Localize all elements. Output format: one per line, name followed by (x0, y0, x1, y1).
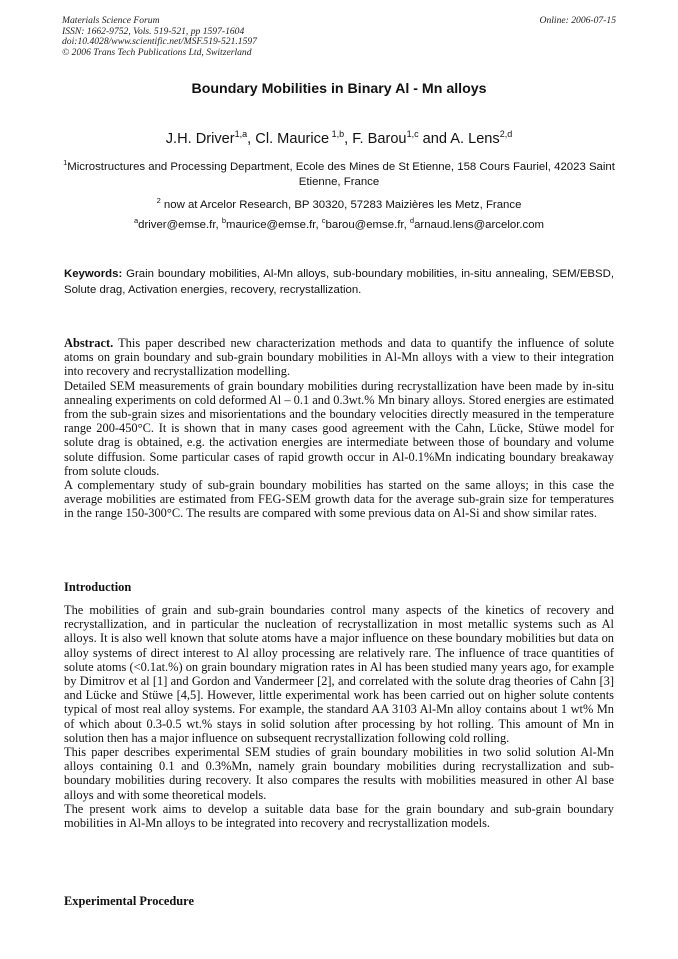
author-separator: , (247, 130, 256, 147)
keywords (64, 267, 614, 298)
journal-header (62, 16, 257, 58)
affiliation-mark: 1 (63, 158, 68, 167)
author-name: J.H. Driver (165, 130, 235, 147)
affiliation-text: Microstructures and Processing Department, Ecole des Mines de St Etienne, 158 Cours Fauriel, 42023 Saint Etienne, France (67, 160, 615, 188)
author-separator: and (418, 130, 451, 147)
body-paragraph: The present work aims to develop a suitable data base for the grain boundary and sub-grain boundary mobilities in Al-Mn alloys to be integrated into recovery and recrystallization models. (64, 801, 614, 831)
author-list (0, 129, 678, 147)
email-link[interactable]: maurice@emse.fr, (226, 218, 322, 231)
author-separator: , (344, 130, 353, 147)
affiliation-1 (62, 155, 616, 190)
author-name: Cl. Maurice (255, 130, 330, 147)
abstract-label: Abstract. (64, 336, 114, 350)
email-mark: b (221, 216, 227, 225)
affiliation-mark: 2 (156, 196, 161, 205)
online-date: Online: 2006-07-15 (539, 15, 616, 26)
email-mark: a (133, 216, 139, 225)
email-link[interactable]: arnaud.lens@arcelor.com (414, 218, 545, 231)
email-link[interactable]: driver@emse.fr, (138, 218, 222, 231)
abstract-paragraph: Detailed SEM measurements of grain boundary mobilities during recrystallization have been made by in-situ annealing experiments on cold deformed Al – 0.1 and 0.3wt.% Mn binary alloys. Stored energies are estimated from the sub-grain sizes and misorientations and the boundary velocities directly measured in the temperature range 200-450°C. It is shown that in many cases good agreement with the Cahn, Lücke, Stüwe model for solute drag is obtained, e.g. the activation energies are intermediate between those of boundary and volume solute diffusion. Some particular cases of rapid growth occur in Al-0.1%Mn indicating boundary breakaway from solute clouds. (64, 378, 614, 478)
abstract-text: This paper described new characterization methods and data to quantify the influence of solute atoms on grain boundary and sub-grain boundary mobilities in Al-Mn alloys with a view to their integration into recovery and recrystallization modelling. (64, 336, 614, 379)
body-paragraph: This paper describes experimental SEM studies of grain boundary mobilities in two solid solution Al-Mn alloys containing 0.1 and 0.3%Mn, namely grain boundary mobilities during recrystallization and sub-boundary mobilities during recovery. It also compares the results with mobilities measured in other Al base alloys and with some theoretical models. (64, 745, 614, 802)
keywords-text: Grain boundary mobilities, Al-Mn alloys, sub-boundary mobilities, in-situ annealing, SEM/EBSD, Solute drag, Activation energies, recovery, recrystallization. (64, 268, 614, 296)
journal-copyright: © 2006 Trans Tech Publications Ltd, Switzerland (62, 46, 252, 58)
author-affil-mark: 1,c (406, 129, 419, 139)
section-heading-experimental: Experimental Procedure (64, 894, 194, 908)
author-affil-mark: 1,b (329, 129, 345, 139)
abstract (64, 336, 614, 521)
email-mark: d (409, 216, 415, 225)
body-paragraph: The mobilities of grain and sub-grain boundaries control many aspects of the kinetics of recovery and recrystallization, and in particular the nucleation of recrystallization in most metallic systems such as Al alloys. It is also well known that solute atoms have a major influence on these boundary mobilities but data on alloy systems of direct interest to Al alloy processing are relatively rare. The influence of trace quantities of solute atoms (<0.1at.%) on grain boundary migration rates in Al has been studied many years ago, for example by Dimitrov et al [1] and Gordon and Vandermeer [2], and correlated with the solute drag theories of Cahn [3] and Lücke and Stüwe [4,5]. However, little experimental work has been carried out on higher solute contents typical of most real alloy systems. For example, the standard AA 3103 Al-Mn alloy contains about 1 wt% Mn of which about 0.3-0.5 wt.% stays in solid solution after processing by hot rolling. This amount of Mn in solution then has a major influence on subsequent recrystallization following cold rolling. (64, 603, 614, 745)
author-affil-mark: 1,a (234, 129, 248, 139)
affiliation-2 (62, 193, 616, 213)
section-heading-introduction: Introduction (64, 580, 132, 594)
journal-doi: doi:10.4028/www.scientific.net/MSF.519-521.1597 (62, 36, 257, 48)
author-emails (62, 213, 616, 233)
abstract-paragraph: A complementary study of sub-grain boundary mobilities has started on the same alloys; in this case the average mobilities are estimated from FEG-SEM growth data for the average sub-grain size for temperatures in the range 150-300°C. The results are compared with some previous data on Al-Si and show similar rates. (64, 478, 614, 521)
journal-name: Materials Science Forum (62, 15, 160, 26)
journal-issn: ISSN: 1662-9752, Vols. 519-521, pp 1597-1604 (62, 25, 245, 37)
author-affil-mark: 2,d (499, 129, 513, 139)
author-name: A. Lens (450, 130, 500, 147)
email-mark: c (321, 216, 326, 225)
affiliation-text: now at Arcelor Research, BP 30320, 57283 Maizières les Metz, France (160, 198, 522, 211)
introduction-body (64, 603, 614, 830)
paper-title: Boundary Mobilities in Binary Al - Mn alloys (191, 81, 487, 97)
author-name: F. Barou (352, 130, 407, 147)
keywords-label: Keywords: (64, 268, 123, 280)
abstract-paragraph (64, 336, 614, 379)
email-link[interactable]: barou@emse.fr, (325, 218, 410, 231)
